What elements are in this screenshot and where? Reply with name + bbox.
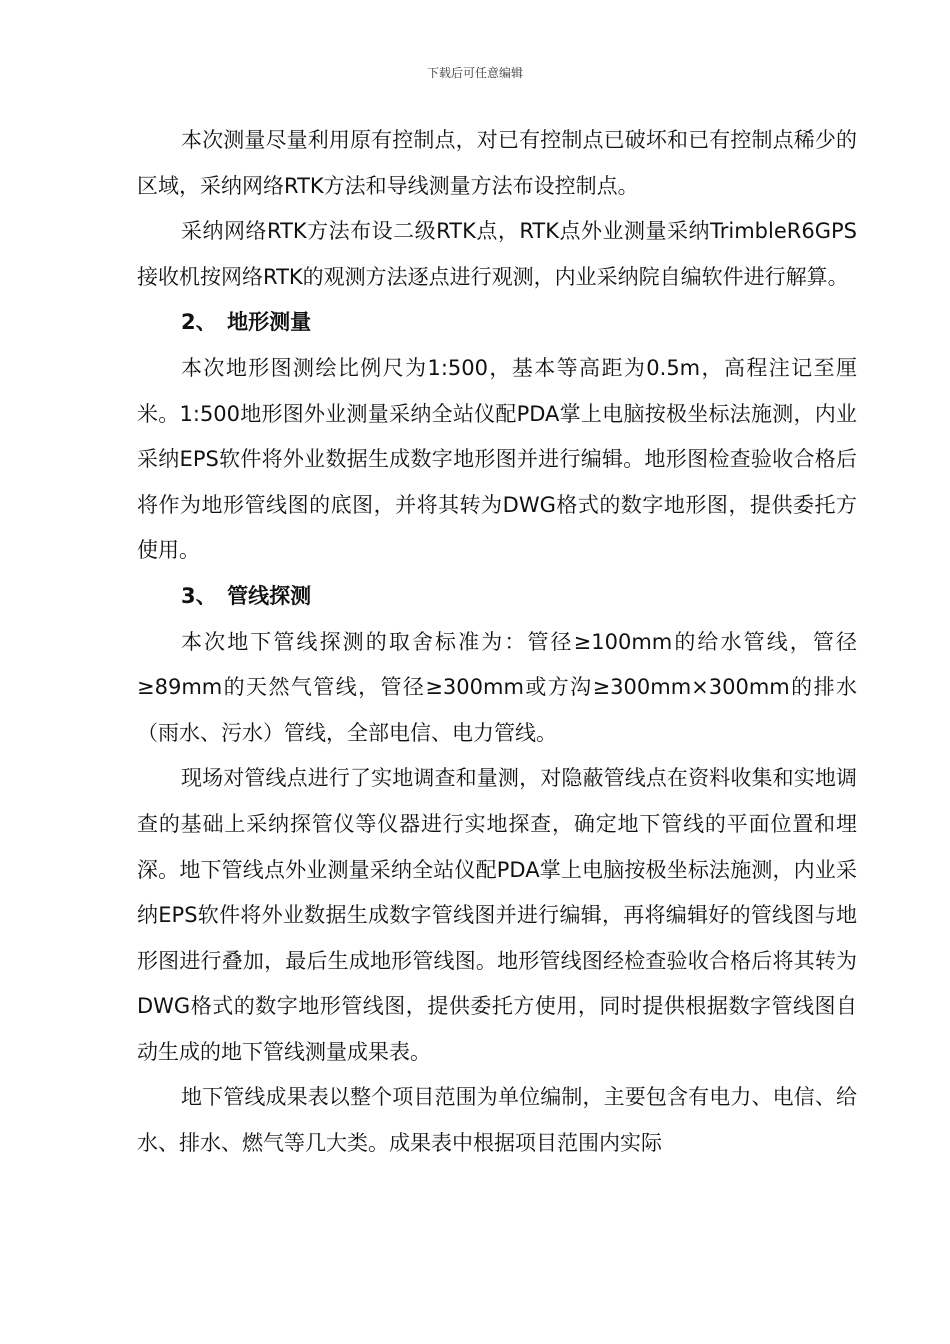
paragraph-pipeline-criteria: 本次地下管线探测的取舍标准为：管径≥100mm的给水管线，管径≥89mm的天然气管线，管径≥300mm或方沟≥300mm×300mm的排水（雨水、污水）管线，全部电信、电力管线。 [137,629,857,745]
paragraph-results-table: 地下管线成果表以整个项目范围为单位编制，主要包含有电力、电信、给水、排水、燃气等几大类。成果表中根据项目范围内实际 [137,1085,857,1156]
document-body [137,118,857,1167]
section-heading-pipeline: 3、 管线探测 [181,583,312,608]
paragraph-rtk: 采纳网络RTK方法布设二级RTK点，RTK点外业测量采纳TrimbleR6GPS接收机按网络RTK的观测方法逐点进行观测，内业采纳院自编软件进行解算。 [137,219,857,289]
page-header: 下载后可任意编辑 [426,66,523,80]
paragraph-field-survey: 现场对管线点进行了实地调查和量测，对隐蔽管线点在资料收集和实地调查的基础上采纳探管仪等仪器进行实地探查，确定地下管线的平面位置和埋深。地下管线点外业测量采纳全站仪配PDA掌上电脑按极坐标法施测，内业采纳EPS软件将外业数据生成数字管线图并进行编辑，再将编辑好的管线图与地形图进行叠加，最后生成地形管线图。地形管线图经检查验收合格后将其转为DWG格式的数字地形管线图，提供委托方使用，同时提供根据数字管线图自动生成的地下管线测量成果表。 [137,766,857,1064]
section-heading-topography: 2、 地形测量 [181,310,312,335]
paragraph-control-points: 本次测量尽量利用原有控制点，对已有控制点已破坏和已有控制点稀少的区域，采纳网络RTK方法和导线测量方法布设控制点。 [137,128,857,198]
paragraph-topography: 本次地形图测绘比例尺为1:500，基本等高距为0.5m，高程注记至厘米。1:500地形图外业测量采纳全站仪配PDA掌上电脑按极坐标法施测，内业采纳EPS软件将外业数据生成数字地形图并进行编辑。地形图检查验收合格后将作为地形管线图的底图，并将其转为DWG格式的数字地形图，提供委托方使用。 [137,355,857,563]
